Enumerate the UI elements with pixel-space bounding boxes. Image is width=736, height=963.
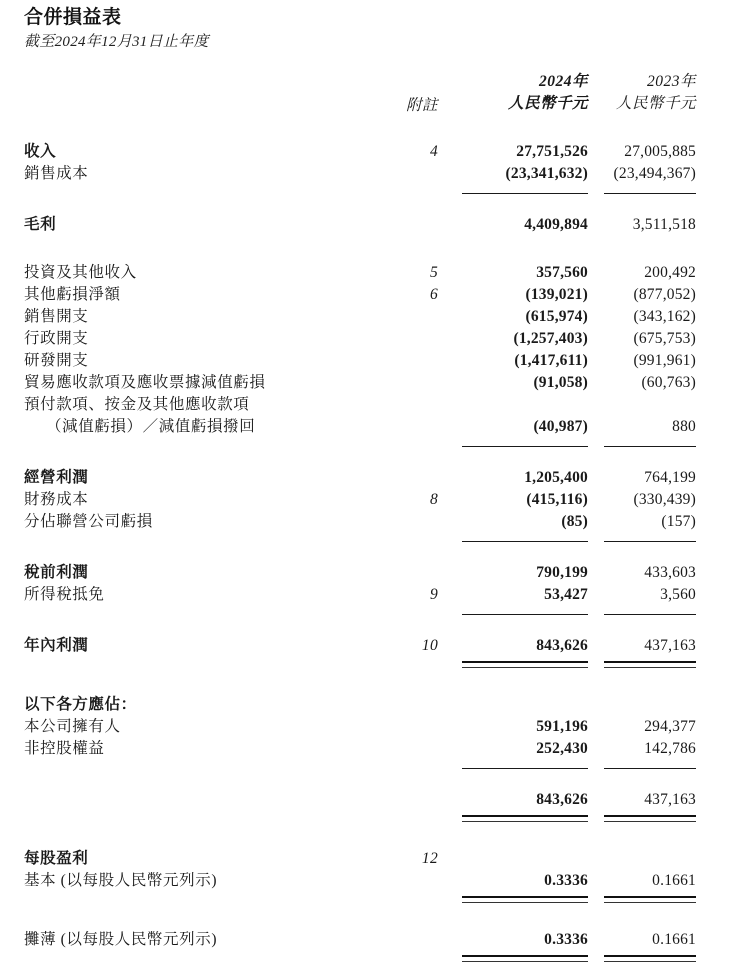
row-label <box>24 789 388 811</box>
row-value-2024: 53,427 <box>544 585 588 603</box>
row-label: 所得稅抵免 <box>24 585 105 603</box>
row-note <box>388 416 450 438</box>
row-value-2024: 1,205,400 <box>524 468 588 486</box>
row-label: 本公司擁有人 <box>24 717 121 735</box>
table-row-attributable-total <box>24 789 716 811</box>
rule-2023 <box>592 657 716 668</box>
row-value-2024: (91,058) <box>533 373 588 391</box>
row-note <box>388 328 450 350</box>
spacer <box>24 822 716 848</box>
row-label: 以下各方應佔： <box>24 695 137 713</box>
row-value-2024: (139,021) <box>525 285 588 303</box>
row-value-2023: 880 <box>672 417 696 435</box>
table-row-income-tax-credit <box>24 584 716 606</box>
table-row-eps-diluted <box>24 929 716 951</box>
statement-heading <box>24 6 209 52</box>
row-value-2024: 0.3336 <box>544 871 588 889</box>
table-row-attributable-header <box>24 694 716 716</box>
row-value-2024: 252,430 <box>536 739 588 757</box>
rule-2023 <box>592 811 716 822</box>
rule-2024 <box>450 760 592 769</box>
row-value-2023: 200,492 <box>644 263 696 281</box>
row-value-2023: 764,199 <box>644 468 696 486</box>
row-label: 銷售開支 <box>24 307 89 325</box>
total-rule <box>24 657 716 668</box>
subtotal-rule <box>24 438 716 447</box>
row-label: 預付款項、按金及其他應收款項 <box>24 395 250 413</box>
row-note <box>388 716 450 738</box>
row-label: 年內利潤 <box>24 636 89 654</box>
row-note <box>388 306 450 328</box>
row-label: 財務成本 <box>24 490 89 508</box>
row-label: 攤薄 (以每股人民幣元列示) <box>24 930 218 948</box>
page-subtitle: 截至2024年12月31日止年度 <box>24 33 209 50</box>
rule-2024 <box>450 185 592 194</box>
subtotal-rule <box>24 606 716 615</box>
table-row-other-net-losses <box>24 284 716 306</box>
rule-2023 <box>592 892 716 903</box>
row-value-2023: 142,786 <box>644 739 696 757</box>
row-value-2024: (40,987) <box>533 417 588 435</box>
header-note-blank <box>388 72 450 93</box>
row-value-2023: (60,763) <box>641 373 696 391</box>
rule-2023 <box>592 760 716 769</box>
table-row-non-controlling-interests <box>24 738 716 760</box>
row-value-2024: 0.3336 <box>544 930 588 948</box>
subtotal-rule <box>24 533 716 542</box>
table-row-profit-for-year <box>24 635 716 657</box>
spacer <box>24 769 716 789</box>
table-row-share-of-associates-loss <box>24 511 716 533</box>
row-value-2023: 3,560 <box>660 585 696 603</box>
row-value-2024: (415,116) <box>526 490 588 508</box>
row-note <box>388 467 450 489</box>
table-row-eps-basic <box>24 870 716 892</box>
row-value-2023: 27,005,885 <box>624 142 696 160</box>
row-value-2024: (23,341,632) <box>505 164 588 182</box>
rule-2024 <box>450 892 592 903</box>
spacer <box>24 194 716 214</box>
total-rule <box>24 811 716 822</box>
rule-2023 <box>592 438 716 447</box>
table-row-profit-before-tax <box>24 562 716 584</box>
table-row-investment-other-income <box>24 262 716 284</box>
row-value-2024: 790,199 <box>536 563 588 581</box>
header-blank <box>24 72 388 93</box>
rule-2024 <box>450 438 592 447</box>
income-statement-table <box>24 72 716 962</box>
table-row-gross-profit <box>24 214 716 236</box>
spacer <box>24 447 716 467</box>
row-note: 8 <box>429 490 438 508</box>
row-value-2023: (157) <box>661 512 696 530</box>
row-value-2023: (343,162) <box>633 307 696 325</box>
row-label: 投資及其他收入 <box>24 263 137 281</box>
row-label: 基本 (以每股人民幣元列示) <box>24 871 218 889</box>
table-header-row <box>24 72 716 93</box>
table-header-row-currency <box>24 93 716 115</box>
row-note <box>388 789 450 811</box>
table-row-cost-of-sales <box>24 163 716 185</box>
table-row-prepayment-line1 <box>24 394 716 416</box>
row-value-2023 <box>592 394 716 416</box>
table-row-prepayment-impairment <box>24 416 716 438</box>
spacer <box>24 615 716 635</box>
header-note-label: 附註 <box>405 96 438 114</box>
row-value-2023: 437,163 <box>644 636 696 654</box>
row-label: 每股盈利 <box>24 849 89 867</box>
spacer <box>24 903 716 929</box>
spacer <box>24 236 716 262</box>
table-row-trade-receivable-impairment <box>24 372 716 394</box>
row-value-2024: (1,417,611) <box>514 351 588 369</box>
row-note <box>388 350 450 372</box>
row-value-2024: (1,257,403) <box>513 329 588 347</box>
rule-2024 <box>450 533 592 542</box>
page-title: 合併損益表 <box>24 7 122 28</box>
row-note <box>388 694 450 716</box>
row-value-2023 <box>592 848 716 870</box>
rule-2023 <box>592 185 716 194</box>
row-note <box>388 562 450 584</box>
table-row-rd-expenses <box>24 350 716 372</box>
rule-2024 <box>450 657 592 668</box>
row-label: 分佔聯營公司虧損 <box>24 512 153 530</box>
row-note <box>388 372 450 394</box>
row-note: 9 <box>429 585 438 603</box>
row-label: 貿易應收款項及應收票據減值虧損 <box>24 373 266 391</box>
row-label: 經營利潤 <box>24 468 89 486</box>
row-value-2023: (991,961) <box>633 351 696 369</box>
header-blank-2 <box>24 93 388 115</box>
row-value-2024: 843,626 <box>536 790 588 808</box>
row-label: 收入 <box>24 142 57 160</box>
subtotal-rule <box>24 760 716 769</box>
rule-2024 <box>450 811 592 822</box>
row-value-2024: 591,196 <box>536 717 588 735</box>
row-note: 10 <box>421 636 438 654</box>
header-year-2024: 2024年 <box>538 73 588 90</box>
rule-2023 <box>592 533 716 542</box>
row-label: （減值虧損）／減值虧損撥回 <box>46 417 256 435</box>
row-value-2023: 437,163 <box>644 790 696 808</box>
row-note: 4 <box>429 142 438 160</box>
row-value-2023: (23,494,367) <box>613 164 696 182</box>
row-label: 其他虧損淨額 <box>24 285 121 303</box>
row-value-2024: 27,751,526 <box>516 142 588 160</box>
row-value-2023 <box>592 694 716 716</box>
spacer <box>24 115 716 141</box>
row-value-2023: 0.1661 <box>652 871 696 889</box>
row-value-2024: 357,560 <box>536 263 588 281</box>
row-note <box>388 738 450 760</box>
row-value-2023: (877,052) <box>633 285 696 303</box>
spacer <box>24 668 716 694</box>
row-label: 研發開支 <box>24 351 89 369</box>
row-note: 6 <box>429 285 438 303</box>
header-year-2023: 2023年 <box>646 73 696 90</box>
row-value-2023: (330,439) <box>633 490 696 508</box>
row-label: 毛利 <box>24 215 57 233</box>
row-value-2023: 3,511,518 <box>632 215 696 233</box>
table-row-admin-expenses <box>24 328 716 350</box>
subtotal-rule <box>24 185 716 194</box>
table-row-eps-header <box>24 848 716 870</box>
row-value-2024: 4,409,894 <box>524 215 588 233</box>
row-value-2024 <box>450 694 592 716</box>
table-row-operating-profit <box>24 467 716 489</box>
spacer <box>24 542 716 562</box>
row-note <box>388 394 450 416</box>
row-note <box>388 214 450 236</box>
row-label: 稅前利潤 <box>24 563 89 581</box>
row-value-2024 <box>450 848 592 870</box>
row-note <box>388 163 450 185</box>
row-value-2023: 0.1661 <box>652 930 696 948</box>
row-label: 銷售成本 <box>24 164 89 182</box>
row-value-2024: 843,626 <box>536 636 588 654</box>
table-row-owners-of-company <box>24 716 716 738</box>
row-note: 5 <box>429 263 438 281</box>
header-currency-2023: 人民幣千元 <box>615 95 696 112</box>
table-row-revenue <box>24 141 716 163</box>
row-value-2023: 294,377 <box>644 717 696 735</box>
row-value-2023: 433,603 <box>644 563 696 581</box>
table-row-finance-costs <box>24 489 716 511</box>
total-rule <box>24 892 716 903</box>
rule-2023 <box>592 606 716 615</box>
table-row-selling-expenses <box>24 306 716 328</box>
rule-2024 <box>450 606 592 615</box>
rule-2023 <box>592 951 716 962</box>
header-currency-2024: 人民幣千元 <box>507 95 588 112</box>
rule-2024 <box>450 951 592 962</box>
row-note <box>388 929 450 951</box>
total-rule <box>24 951 716 962</box>
row-note: 12 <box>421 849 438 867</box>
row-note <box>388 870 450 892</box>
row-value-2023: (675,753) <box>633 329 696 347</box>
row-label: 非控股權益 <box>24 739 105 757</box>
row-note <box>388 511 450 533</box>
row-label: 行政開支 <box>24 329 89 347</box>
row-value-2024 <box>450 394 592 416</box>
row-value-2024: (615,974) <box>525 307 588 325</box>
row-value-2024: (85) <box>561 512 588 530</box>
